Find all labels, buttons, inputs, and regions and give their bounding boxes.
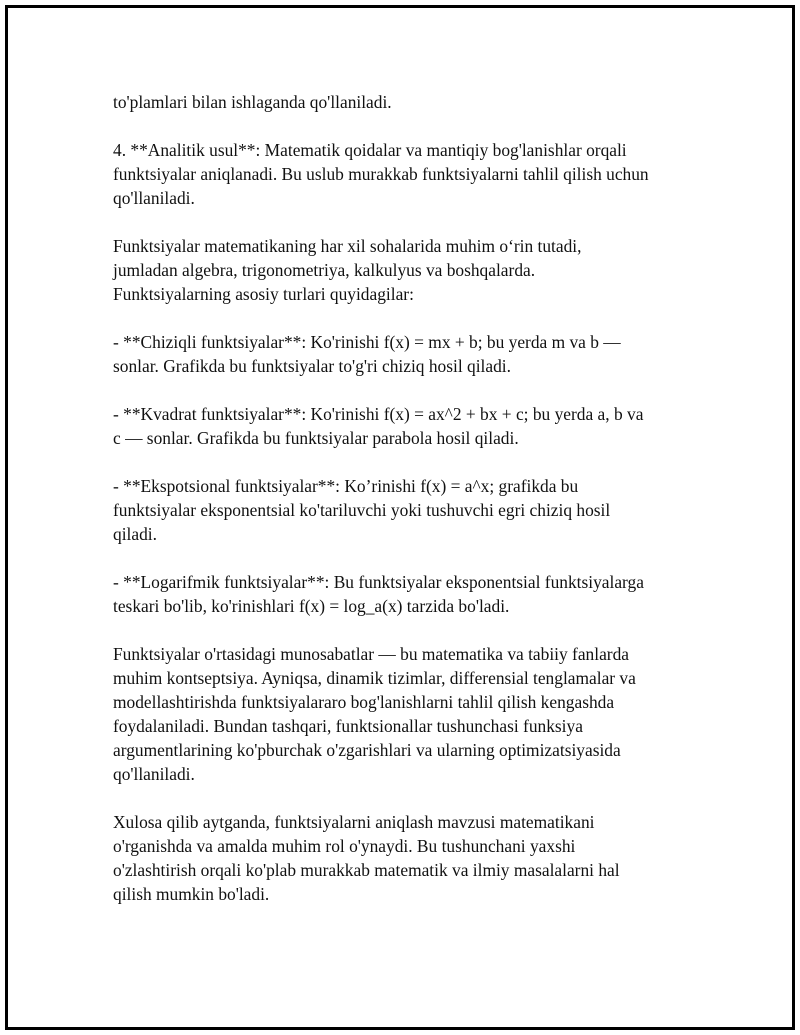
text-line: Funktsiyalar o'rtasidagi munosabatlar — bu matematika va tabiiy fanlarda: [113, 644, 630, 664]
paragraph-xulosa: [113, 810, 698, 906]
paragraph-munosabatlar: [113, 642, 698, 786]
text-line: Funktsiyalarning asosiy turlari quyidagilar:: [113, 284, 414, 304]
paragraph-logarifmik: [113, 570, 698, 618]
text-line: o'rganishda va amalda muhim rol o'ynaydi. Bu tushunchani yaxshi: [113, 836, 576, 856]
paragraph-1: [113, 90, 698, 114]
text-line: funktsiyalar eksponentsial ko'tariluvchi yoki tushuvchi egri chiziq hosil: [113, 500, 611, 520]
text-line: - **Kvadrat funktsiyalar**: Ko'rinishi f(x) = ax^2 + bx + c; bu yerda a, b va: [113, 404, 644, 424]
paragraph-chiziqli: [113, 330, 698, 378]
text-line: c — sonlar. Grafikda bu funktsiyalar parabola hosil qiladi.: [113, 428, 519, 448]
text-line: Xulosa qilib aytganda, funktsiyalarni aniqlash mavzusi matematikani: [113, 812, 595, 832]
text-line: muhim kontseptsiya. Ayniqsa, dinamik tizimlar, differensial tenglamalar va: [113, 668, 636, 688]
text-line: funktsiyalar aniqlanadi. Bu uslub murakkab funktsiyalarni tahlil qilish uchun: [113, 164, 649, 184]
document-body: [113, 90, 698, 930]
text-line: teskari bo'lib, ko'rinishlari f(x) = log_a(x) tarzida bo'ladi.: [113, 596, 510, 616]
paragraph-ekspotsional: [113, 474, 698, 546]
text-line: argumentlarining ko'pburchak o'zgarishlari va ularning optimizatsiyasida: [113, 740, 621, 760]
text-line: sonlar. Grafikda bu funktsiyalar to'g'ri chiziq hosil qiladi.: [113, 356, 511, 376]
text-line: - **Ekspotsional funktsiyalar**: Ko’rinishi f(x) = a^x; grafikda bu: [113, 476, 579, 496]
text-line: to'plamlari bilan ishlaganda qo'llaniladi.: [113, 92, 392, 112]
text-line: 4. **Analitik usul**: Matematik qoidalar va mantiqiy bog'lanishlar orqali: [113, 140, 627, 160]
paragraph-analitik-usul: [113, 138, 698, 210]
text-line: jumladan algebra, trigonometriya, kalkulyus va boshqalarda.: [113, 260, 536, 280]
text-line: o'zlashtirish orqali ko'plab murakkab matematik va ilmiy masalalarni hal: [113, 860, 620, 880]
text-line: modellashtirishda funktsiyalararo bog'lanishlarni tahlil qilish kengashda: [113, 692, 615, 712]
text-line: Funktsiyalar matematikaning har xil sohalarida muhim o‘rin tutadi,: [113, 236, 582, 256]
text-line: foydalaniladi. Bundan tashqari, funktsionallar tushunchasi funksiya: [113, 716, 583, 736]
text-line: qo'llaniladi.: [113, 188, 195, 208]
text-line: qilish mumkin bo'ladi.: [113, 884, 270, 904]
paragraph-kvadrat: [113, 402, 698, 450]
paragraph-funktsiyalar-sohalari: [113, 234, 698, 306]
text-line: qo'llaniladi.: [113, 764, 195, 784]
text-line: qiladi.: [113, 524, 157, 544]
text-line: - **Chiziqli funktsiyalar**: Ko'rinishi f(x) = mx + b; bu yerda m va b —: [113, 332, 621, 352]
text-line: - **Logarifmik funktsiyalar**: Bu funktsiyalar eksponentsial funktsiyalarga: [113, 572, 644, 592]
